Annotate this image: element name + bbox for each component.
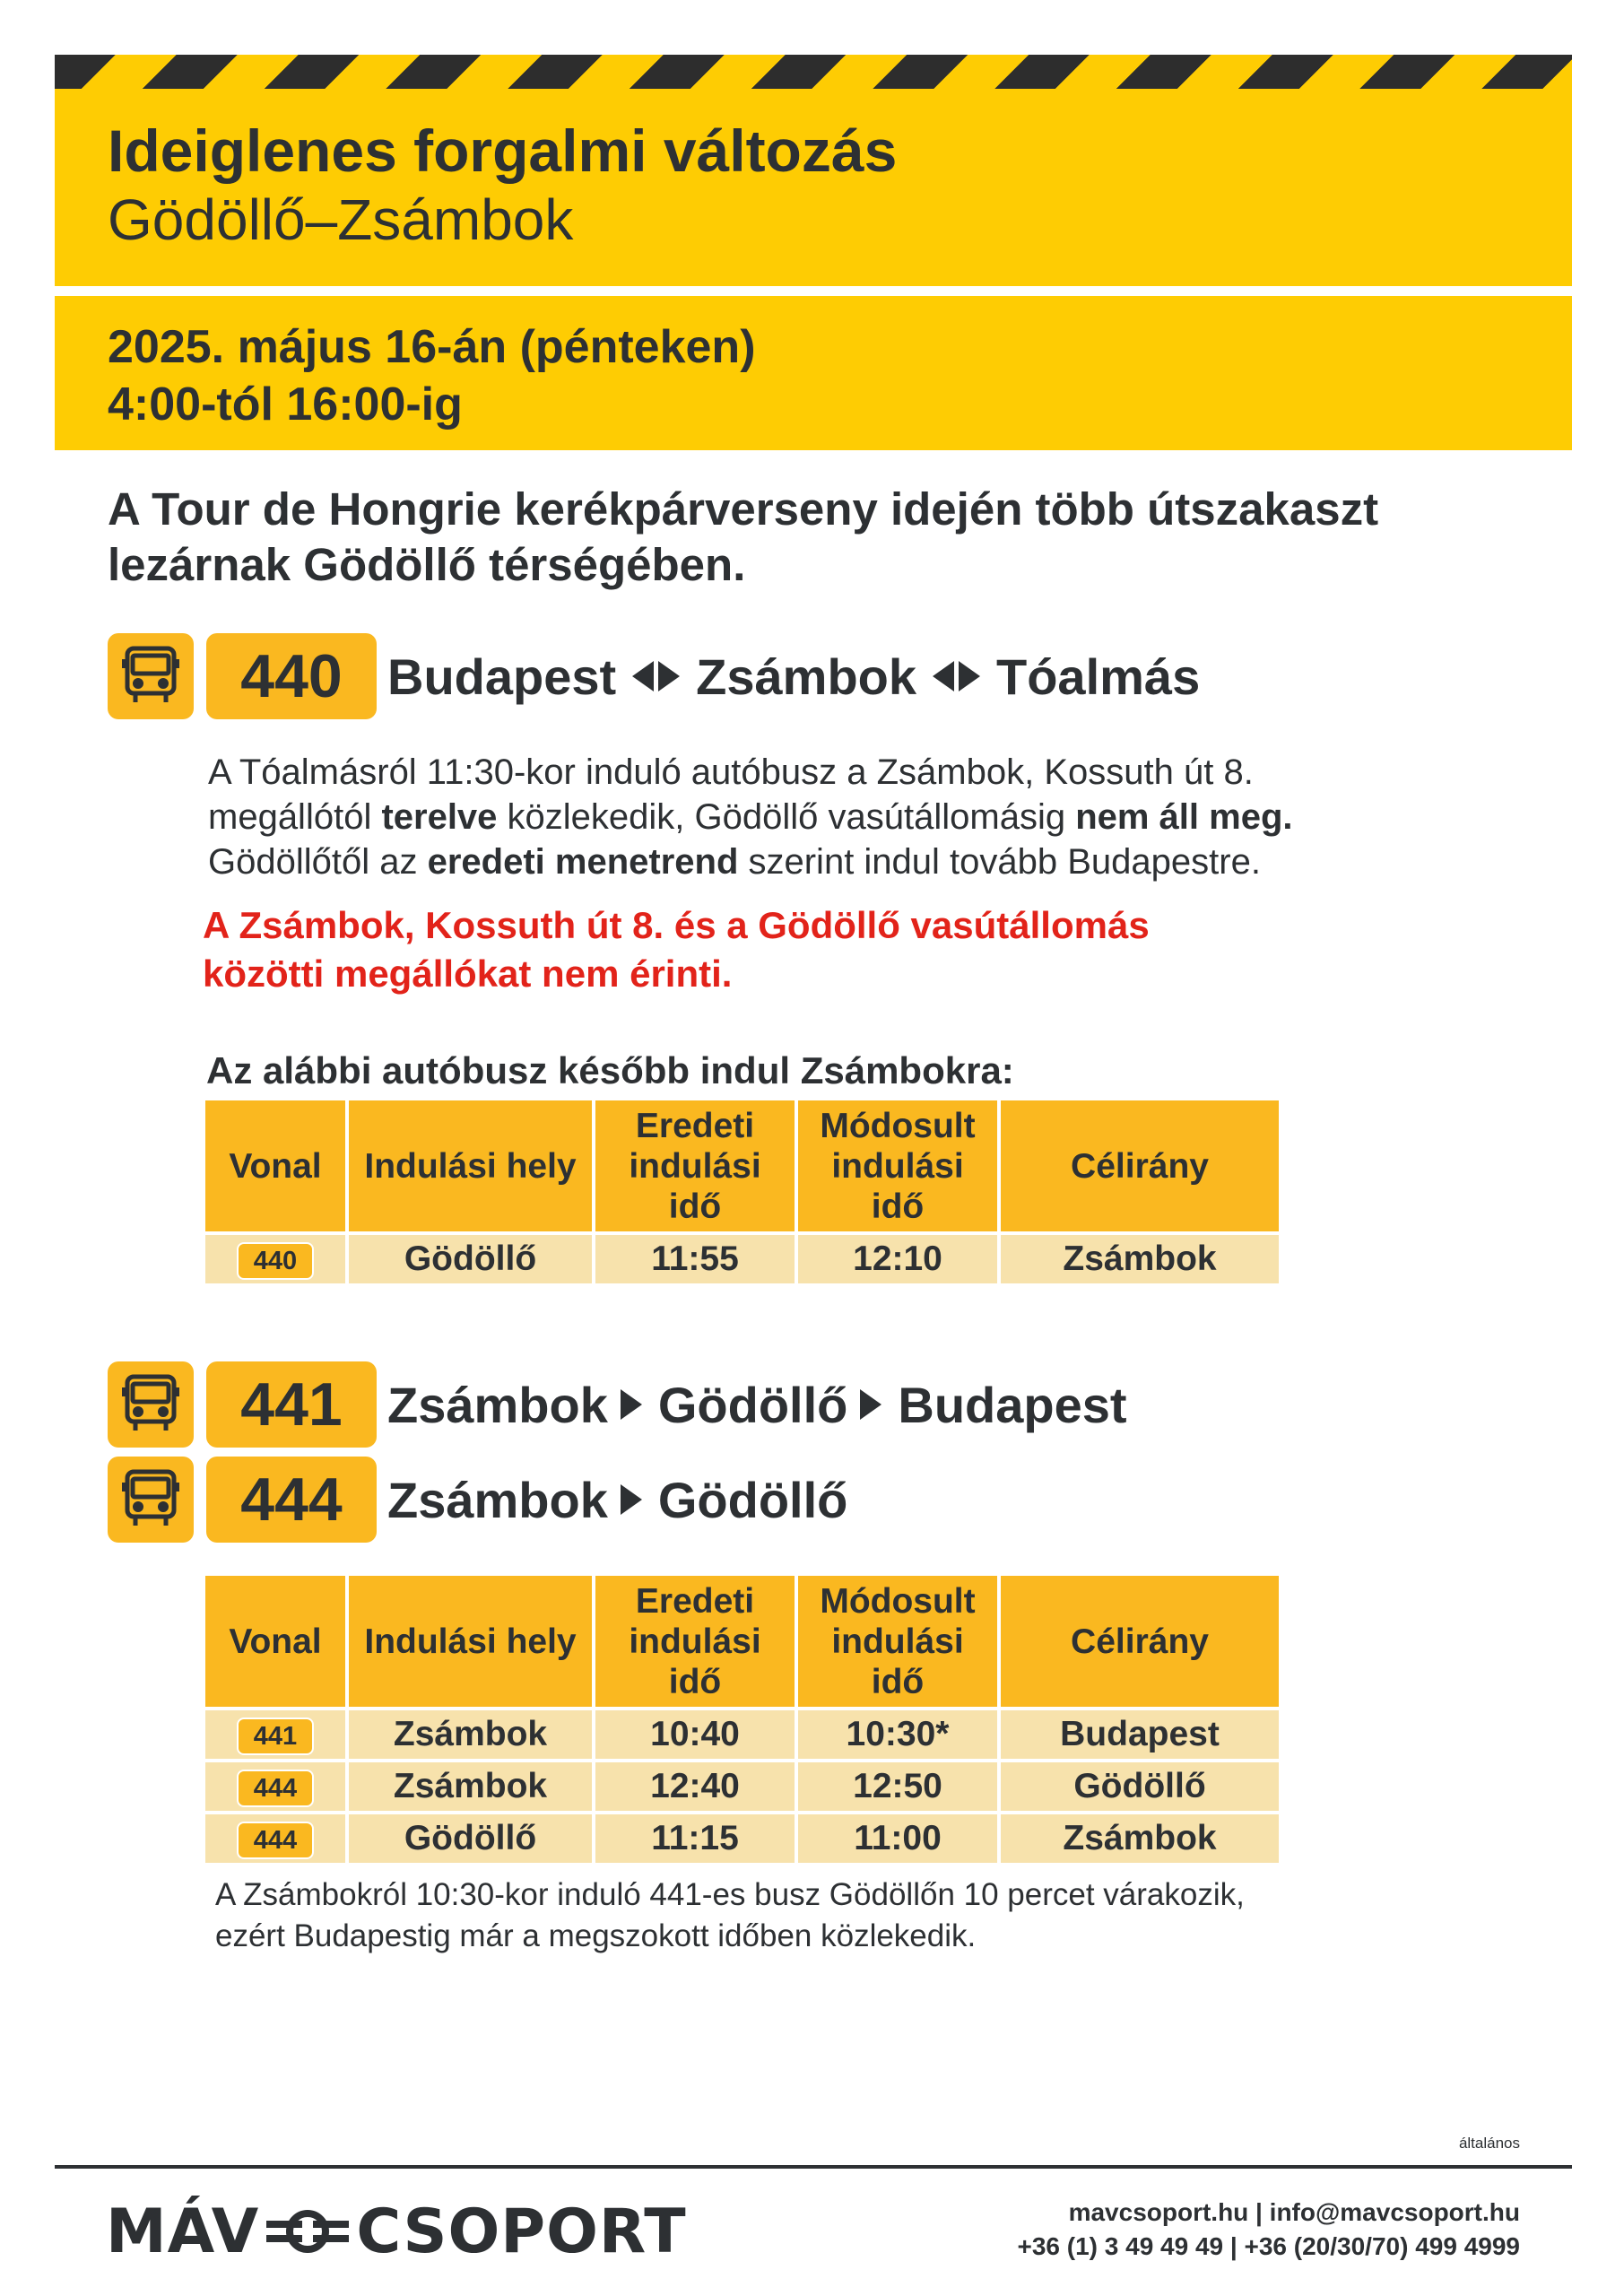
bus-icon [108, 633, 194, 719]
contact-phone: +36 (1) 3 49 49 49 | +36 (20/30/70) 499 4999 [1017, 2232, 1520, 2260]
cell-destination: Gödöllő [1001, 1762, 1279, 1811]
cell-line [205, 1235, 345, 1283]
cell-modified-time: 11:00 [798, 1814, 997, 1863]
route-stop: Zsámbok [387, 1471, 608, 1528]
classification-tag: általános [1458, 2135, 1520, 2152]
cell-origin: Zsámbok [349, 1710, 592, 1759]
schedule-table-441-444 [202, 1572, 1282, 1866]
route-440-description [208, 750, 1293, 884]
footnote [215, 1874, 1245, 1957]
page-title: Ideiglenes forgalmi változás [108, 117, 898, 184]
cell-line [205, 1762, 345, 1811]
logo-text-right: CSOPORT [356, 2196, 687, 2267]
line-badge-444: 444 [206, 1457, 377, 1543]
route-stop: Budapest [387, 648, 617, 705]
cell-line [205, 1814, 345, 1863]
double-arrow-icon [632, 661, 654, 691]
col-header-modified-time: Módosult indulási idő [798, 1100, 997, 1231]
cell-original-time: 12:40 [595, 1762, 795, 1811]
schedule-table-440 [202, 1097, 1282, 1287]
contact-web-email[interactable]: mavcsoport.hu | info@mavcsoport.hu [1068, 2198, 1520, 2226]
line-mini-badge: 440 [237, 1242, 314, 1280]
table-header-row [205, 1100, 1279, 1231]
footnote-line: ezért Budapestig már a megszokott időben közlekedik. [215, 1918, 977, 1953]
route-stop: Gödöllő [657, 1376, 848, 1433]
table-row [205, 1814, 1279, 1863]
route-stop: Tóalmás [996, 648, 1201, 705]
cell-modified-time: 12:10 [798, 1235, 997, 1283]
table-row [205, 1710, 1279, 1759]
cell-origin: Zsámbok [349, 1762, 592, 1811]
description-line: megállótól terelve közlekedik, Gödöllő vasútállomásig nem áll meg. [208, 797, 1293, 837]
bus-icon [108, 1361, 194, 1448]
cell-origin: Gödöllő [349, 1235, 592, 1283]
route-stop: Gödöllő [657, 1471, 848, 1528]
route-stop: Zsámbok [696, 648, 917, 705]
page-subtitle: Gödöllő–Zsámbok [108, 187, 574, 252]
intro-line: A Tour de Hongrie kerékpárverseny idején több útszakaszt [108, 483, 1379, 535]
table-header-row [205, 1576, 1279, 1707]
route-444-stops [387, 1457, 847, 1543]
col-header-original-time: Eredeti indulási idő [595, 1576, 795, 1707]
intro-text [108, 482, 1378, 593]
cell-modified-time: 12:50 [798, 1762, 997, 1811]
col-header-line: Vonal [205, 1576, 345, 1707]
mav-logo [106, 2187, 687, 2276]
intro-line: lezárnak Gödöllő térségében. [108, 539, 746, 590]
date-line: 2025. május 16-án (pénteken) [108, 321, 756, 373]
cell-destination: Zsámbok [1001, 1814, 1279, 1863]
col-header-line: Vonal [205, 1100, 345, 1231]
route-440-warning [203, 901, 1150, 998]
line-badge-441: 441 [206, 1361, 377, 1448]
description-line: A Tóalmásról 11:30-kor induló autóbusz a Zsámbok, Kossuth út 8. [208, 752, 1254, 792]
cell-original-time: 11:15 [595, 1814, 795, 1863]
table-row [205, 1235, 1279, 1283]
double-arrow-icon [658, 661, 680, 691]
right-arrow-icon [860, 1389, 881, 1420]
col-header-destination: Célirány [1001, 1576, 1279, 1707]
col-header-original-time: Eredeti indulási idő [595, 1100, 795, 1231]
cell-destination: Budapest [1001, 1710, 1279, 1759]
route-stop: Budapest [898, 1376, 1127, 1433]
line-mini-badge: 444 [237, 1770, 314, 1807]
cell-original-time: 10:40 [595, 1710, 795, 1759]
footer-divider [55, 2165, 1572, 2169]
description-line: Gödöllőtől az eredeti menetrend szerint indul tovább Budapestre. [208, 842, 1261, 882]
route-440-stops [387, 633, 1200, 719]
cell-origin: Gödöllő [349, 1814, 592, 1863]
route-stop: Zsámbok [387, 1376, 608, 1433]
col-header-destination: Célirány [1001, 1100, 1279, 1231]
mav-logo-icon [266, 2205, 349, 2258]
date-info [108, 318, 756, 433]
table-row [205, 1762, 1279, 1811]
right-arrow-icon [621, 1484, 642, 1515]
cell-destination: Zsámbok [1001, 1235, 1279, 1283]
footnote-line: A Zsámbokról 10:30-kor induló 441-es busz Gödöllőn 10 percet várakozik, [215, 1877, 1245, 1912]
double-arrow-icon [933, 661, 954, 691]
cell-modified-time: 10:30* [798, 1710, 997, 1759]
warning-line: A Zsámbok, Kossuth út 8. és a Gödöllő vasútállomás [203, 904, 1150, 946]
col-header-origin: Indulási hely [349, 1100, 592, 1231]
route-441-stops [387, 1361, 1127, 1448]
table-caption: Az alábbi autóbusz később indul Zsámbokra: [206, 1049, 1014, 1091]
right-arrow-icon [621, 1389, 642, 1420]
time-line: 4:00-tól 16:00-ig [108, 378, 463, 430]
warning-stripe [55, 55, 1572, 89]
warning-line: közötti megállókat nem érinti. [203, 952, 733, 995]
contact-info [1018, 2196, 1521, 2264]
col-header-modified-time: Módosult indulási idő [798, 1576, 997, 1707]
double-arrow-icon [959, 661, 980, 691]
bus-icon [108, 1457, 194, 1543]
cell-original-time: 11:55 [595, 1235, 795, 1283]
line-mini-badge: 444 [237, 1822, 314, 1859]
line-mini-badge: 441 [237, 1718, 314, 1755]
col-header-origin: Indulási hely [349, 1576, 592, 1707]
logo-text-left: MÁV [106, 2196, 260, 2267]
cell-line [205, 1710, 345, 1759]
line-badge-440: 440 [206, 633, 377, 719]
